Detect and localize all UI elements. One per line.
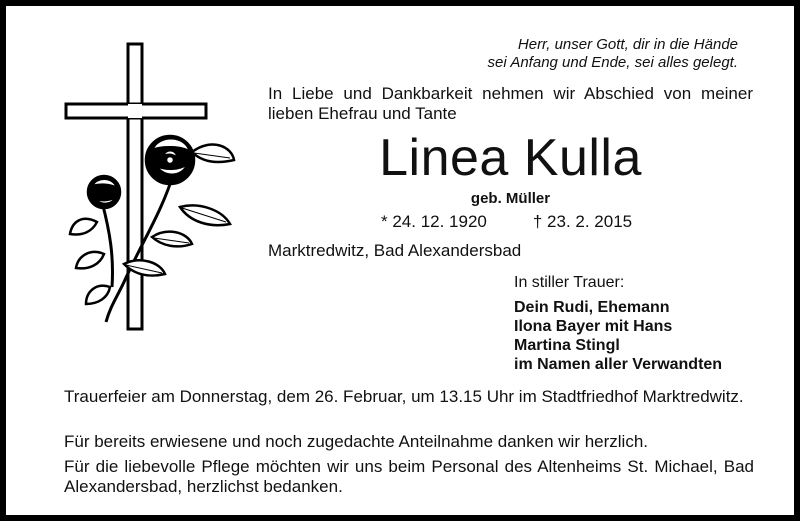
mourners-list	[514, 298, 722, 374]
cross-with-roses-icon	[62, 42, 237, 332]
deceased-name: Linea Kulla	[379, 129, 642, 187]
thanks-text: Für bereits erwiesene und noch zugedachte Anteilnahme danken wir herzlich.	[64, 432, 649, 451]
mourner-line: Martina Stingl	[514, 337, 620, 354]
life-dates	[381, 212, 632, 232]
places-text: Marktredwitz, Bad Alexandersbad	[268, 241, 522, 260]
mourning-label: In stiller Trauer:	[514, 274, 625, 291]
motto-line: Herr, unser Gott, dir in die Hände	[517, 36, 738, 53]
intro-text: In Liebe und Dankbarkeit nehmen wir Abschied von meiner lieben Ehefrau und Tante	[268, 84, 753, 123]
funeral-info: Trauerfeier am Donnerstag, dem 26. Februar, um 13.15 Uhr im Stadtfriedhof Marktredwitz.	[64, 387, 744, 406]
care-thanks-text: Für die liebevolle Pflege möchten wir uns beim Personal des Altenheims St. Michael, Bad Alexandersbad, herzlichst bedanken.	[64, 457, 754, 496]
motto-verse	[438, 36, 738, 72]
death-date: † 23. 2. 2015	[532, 212, 633, 231]
mourner-line: Ilona Bayer mit Hans	[514, 318, 673, 335]
birth-date: * 24. 12. 1920	[381, 212, 487, 231]
motto-line: sei Anfang und Ende, sei alles gelegt.	[487, 54, 738, 71]
maiden-name: geb. Müller	[470, 190, 551, 207]
mourner-line: Dein Rudi, Ehemann	[514, 299, 670, 316]
mourner-line: im Namen aller Verwandten	[514, 356, 723, 373]
